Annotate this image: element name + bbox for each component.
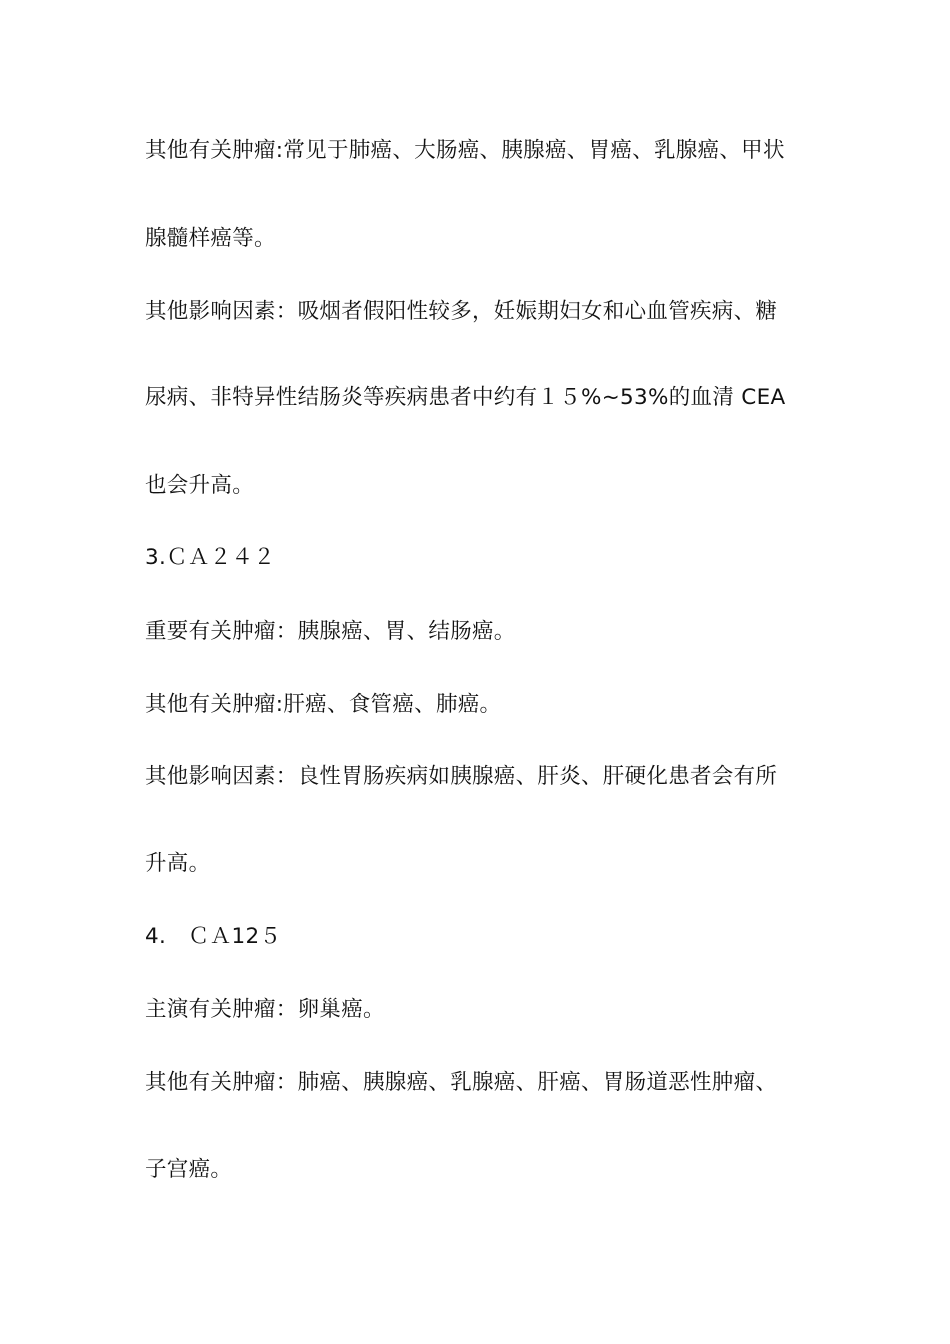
text-line-other-related-tumors-ca242: 其他有关肿瘤:肝癌、食管癌、肺癌。 (145, 692, 502, 717)
text-line-other-factors-ca242: 其他影响因素：良性胃肠疾病如胰腺癌、肝炎、肝硬化患者会有所 (145, 764, 778, 789)
section-heading-ca242: 3.ＣＡ２４２ (145, 545, 276, 570)
text-line-continuation-rise: 也会升高。 (145, 473, 255, 498)
text-line-other-related-tumors-ca125: 其他有关肿瘤：肺癌、胰腺癌、乳腺癌、肝癌、胃肠道恶性肿瘤、 (145, 1070, 778, 1095)
text-line-continuation-uterine: 子宫癌。 (145, 1157, 233, 1182)
text-line-main-related-tumors-ca125: 主演有关肿瘤：卵巢癌。 (145, 997, 385, 1022)
text-line-continuation-medullary-thyroid: 腺髓样癌等。 (145, 226, 276, 251)
text-line-other-factors-cea: 其他影响因素：吸烟者假阳性较多，妊娠期妇女和心血管疾病、糖 (145, 299, 778, 324)
section-heading-ca125: 4. ＣＡ12５ (145, 924, 282, 949)
text-line-other-related-tumors-cea: 其他有关肿瘤:常见于肺癌、大肠癌、胰腺癌、胃癌、乳腺癌、甲状 (145, 138, 785, 163)
text-line-main-related-tumors-ca242: 重要有关肿瘤：胰腺癌、胃、结肠癌。 (145, 619, 516, 644)
text-line-continuation-diabetes: 尿病、非特异性结肠炎等疾病患者中约有１５%~53%的血清 CEA (145, 385, 786, 410)
text-line-continuation-ca242-rise: 升高。 (145, 851, 211, 876)
